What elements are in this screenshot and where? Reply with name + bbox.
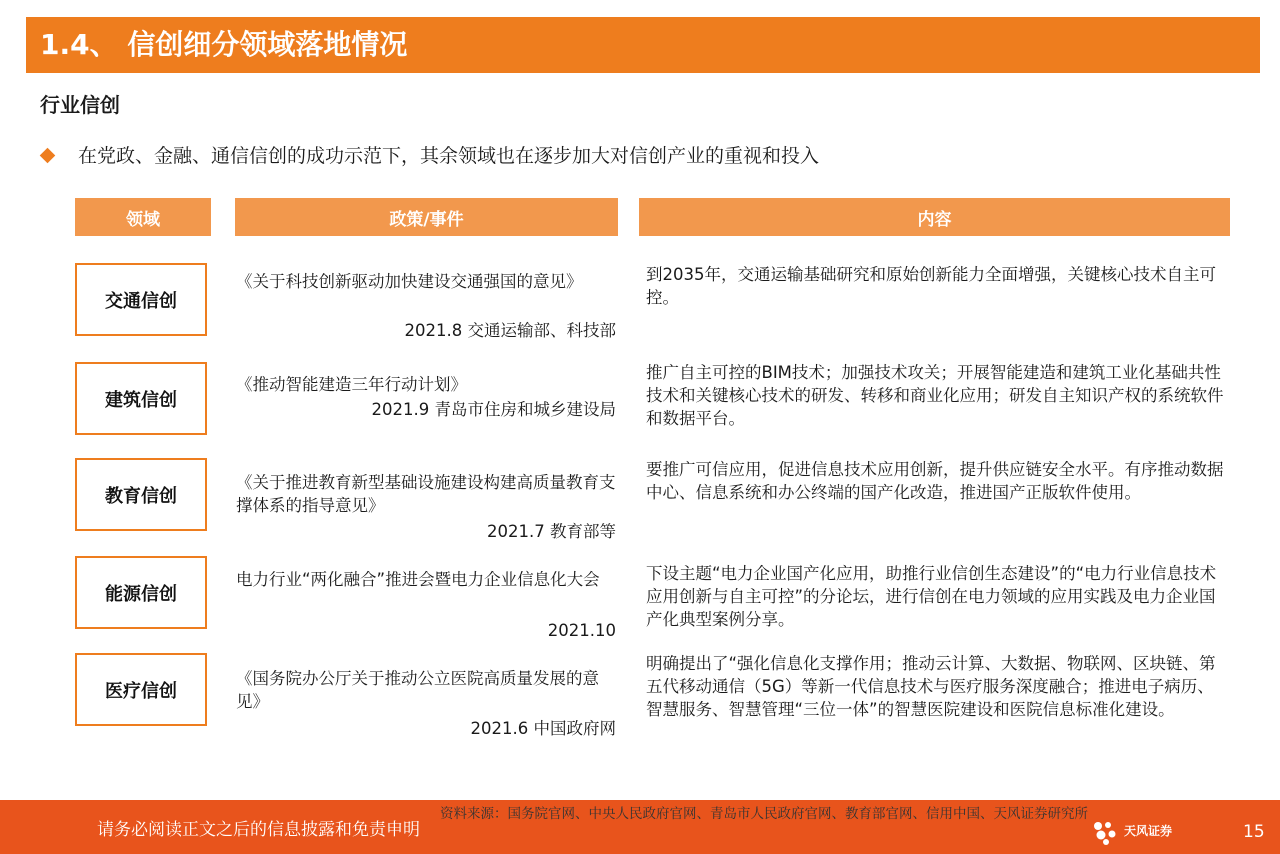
policy-meta-education: 2021.7 教育部等 [487, 522, 616, 541]
column-header-content: 内容 [639, 198, 1230, 236]
domain-cell-transport: 交通信创 [75, 263, 207, 336]
column-header-policy: 政策/事件 [235, 198, 618, 236]
content-medical: 明确提出了“强化信息化支撑作用；推动云计算、大数据、物联网、区块链、第五代移动通信（5G）等新一代信息技术与医疗服务深度融合；推进电子病历、智慧服务、智慧管理“三位一体”的智慧医院建设和医院信息标准化建设。 [646, 654, 1216, 719]
bullet-text: 在党政、金融、通信信创的成功示范下，其余领域也在逐步加大对信创产业的重视和投入 [78, 145, 820, 167]
policy-title-transport: 《关于科技创新驱动加快建设交通强国的意见》 [236, 272, 583, 291]
column-header-domain: 领域 [75, 198, 211, 236]
content-education: 要推广可信应用，促进信息技术应用创新，提升供应链安全水平。有序推动数据中心、信息系统和办公终端的国产化改造，推进国产正版软件使用。 [646, 460, 1224, 502]
domain-cell-medical: 医疗信创 [75, 653, 207, 726]
content-energy: 下设主题“电力企业国产化应用，助推行业信创生态建设”的“电力行业信息技术应用创新与自主可控”的分论坛，进行信创在电力领域的应用实践及电力企业国产化典型案例分享。 [646, 564, 1217, 629]
policy-meta-transport: 2021.8 交通运输部、科技部 [404, 321, 616, 340]
policy-meta-construction: 2021.9 青岛市住房和城乡建设局 [371, 400, 616, 419]
company-logo [1092, 818, 1192, 848]
page-number: 15 [1243, 822, 1265, 842]
policy-title-education: 《关于推进教育新型基础设施建设构建高质量教育支撑体系的指导意见》 [236, 473, 616, 515]
policy-title-medical: 《国务院办公厅关于推动公立医院高质量发展的意见》 [236, 669, 599, 711]
title-bar [26, 17, 1260, 73]
policy-title-construction: 《推动智能建造三年行动计划》 [236, 375, 467, 394]
policy-meta-medical: 2021.6 中国政府网 [470, 719, 616, 738]
policy-title-energy: 电力行业“两化融合”推进会暨电力企业信息化大会 [236, 570, 600, 589]
content-construction: 推广自主可控的BIM技术；加强技术攻关；开展智能建造和建筑工业化基础共性技术和关键核心技术的研发、转移和商业化应用；研发自主知识产权的系统软件和数据平台。 [646, 363, 1224, 428]
wind-logo-icon [1092, 820, 1120, 846]
policy-meta-energy: 2021.10 [547, 621, 616, 640]
page-title: 1.4、 信创细分领域落地情况 [40, 28, 408, 61]
disclaimer-text: 请务必阅读正文之后的信息披露和免责申明 [97, 820, 420, 840]
logo-text: 天风证券 [1124, 824, 1173, 838]
diamond-bullet-icon [40, 148, 56, 164]
domain-cell-education: 教育信创 [75, 458, 207, 531]
section-heading: 行业信创 [40, 93, 120, 117]
content-transport: 到2035年，交通运输基础研究和原始创新能力全面增强，关键核心技术自主可控。 [646, 265, 1216, 307]
domain-cell-construction: 建筑信创 [75, 362, 207, 435]
source-note: 资料来源：国务院官网、中央人民政府官网、青岛市人民政府官网、教育部官网、信用中国、天风证券研究所 [440, 806, 1088, 822]
domain-cell-energy: 能源信创 [75, 556, 207, 629]
